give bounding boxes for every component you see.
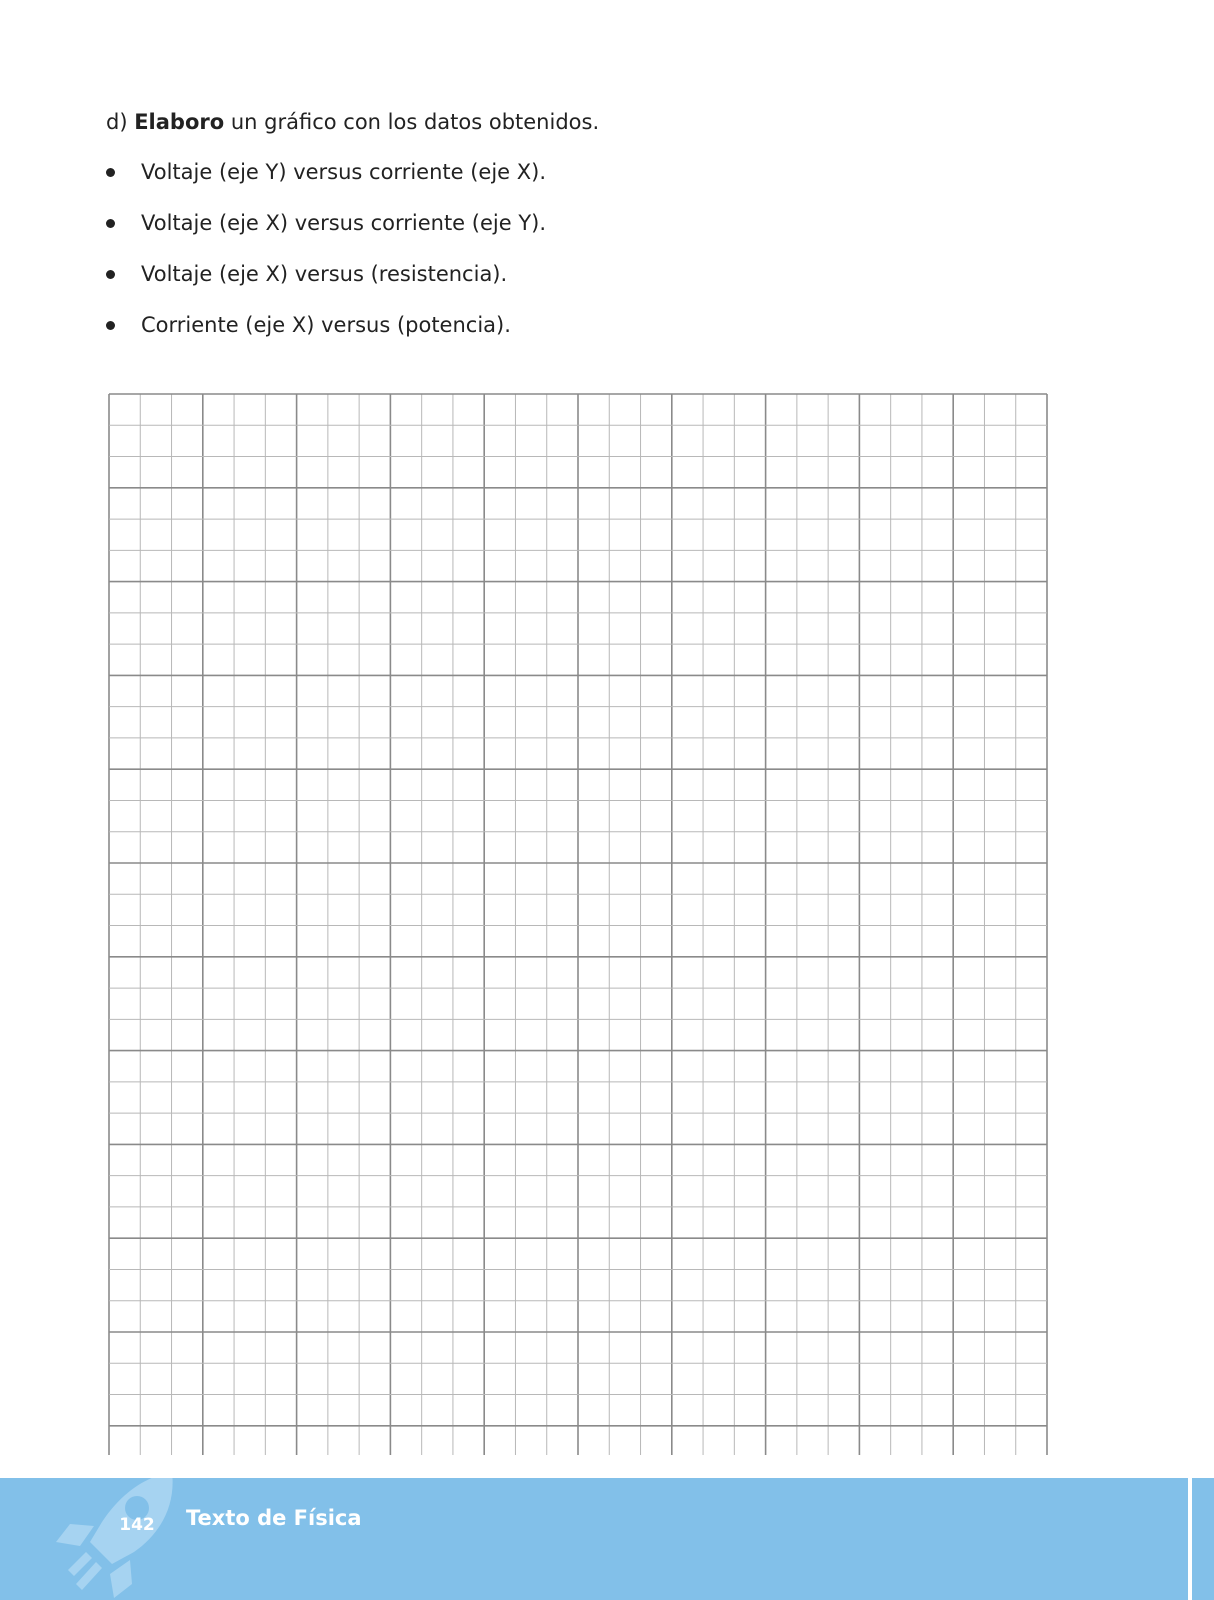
list-item-text: Voltaje (eje Y) versus corriente (eje X). (141, 160, 547, 184)
list-item (100, 158, 546, 209)
list-item-text: Voltaje (eje X) versus corriente (eje Y). (141, 211, 547, 235)
list-item-text: Corriente (eje X) versus (potencia). (141, 313, 511, 337)
instruction-bold-verb: Elaboro (134, 110, 225, 134)
graph-options-list (100, 158, 546, 362)
page-footer (0, 1478, 1214, 1600)
page-number: 142 (119, 1515, 155, 1535)
instruction-rest: un gráfico con los datos obtenidos. (224, 110, 600, 134)
list-item-text: Voltaje (eje X) versus (resistencia). (141, 262, 508, 286)
graph-paper-grid (108, 393, 1048, 1455)
bullet-icon (106, 270, 115, 279)
book-title: Texto de Física (186, 1506, 362, 1530)
list-item (100, 311, 546, 362)
list-item (100, 260, 546, 311)
bullet-icon (106, 168, 115, 177)
instruction-heading (106, 108, 599, 136)
footer-edge-divider (1188, 1478, 1192, 1600)
bullet-icon (106, 219, 115, 228)
bullet-icon (106, 321, 115, 330)
instruction-prefix: d) (106, 110, 135, 134)
graph-paper (108, 393, 1048, 1455)
list-item (100, 209, 546, 260)
